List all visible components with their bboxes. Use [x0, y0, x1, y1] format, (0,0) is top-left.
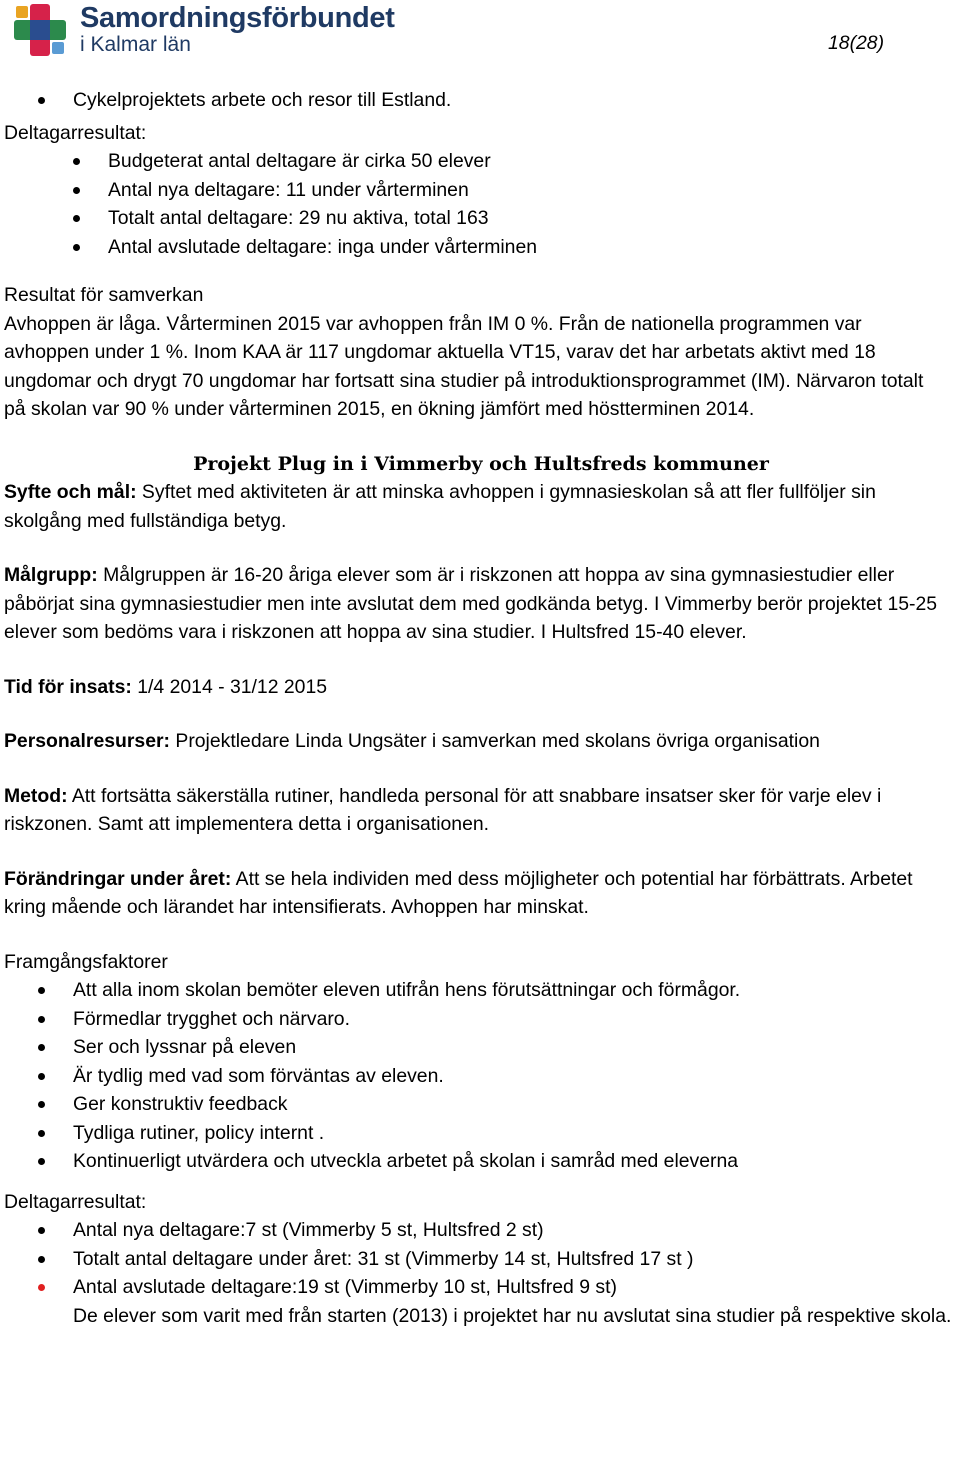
success-factors-list	[4, 976, 958, 1176]
page-number: 18(28)	[828, 32, 885, 54]
label: Förändringar under året:	[4, 867, 232, 890]
text: Att se hela individen med dess möjligheter och potential har förbättrats. Arbetet kring mående och lärandet har intensifierats. Avhoppen har minskat.	[4, 867, 913, 918]
list-item: Totalt antal deltagare under året: 31 st (Vimmerby 14 st, Hultsfred 17 st )	[4, 1245, 958, 1274]
paragraph	[4, 673, 958, 702]
top-bullet-list	[4, 86, 958, 115]
list-item: Är tydlig med vad som förväntas av eleven.	[4, 1062, 958, 1091]
text: 1/4 2014 - 31/12 2015	[131, 675, 328, 698]
list-item: Antal nya deltagare:7 st (Vimmerby 5 st, Hultsfred 2 st)	[4, 1216, 958, 1245]
text: Projektledare Linda Ungsäter i samverkan med skolans övriga organisation	[170, 730, 820, 752]
paragraph	[4, 478, 958, 535]
list-item: Ger konstruktiv feedback	[4, 1090, 958, 1119]
logo-subtitle: i Kalmar län	[80, 33, 191, 56]
label: Syfte och mål:	[4, 481, 137, 503]
list-item: Ser och lyssnar på eleven	[4, 1033, 958, 1062]
text: Antal avslutade deltagare:19 st (Vimmerby 10 st, Hultsfred 9 st)	[73, 1276, 617, 1298]
results-note: De elever som varit med från starten (2013) i projektet har nu avslutat sina studier på respektive skola.	[73, 1304, 952, 1327]
list-item: Kontinuerligt utvärdera och utveckla arbetet på skolan i samråd med eleverna	[4, 1147, 958, 1176]
list-item: Totalt antal deltagare: 29 nu aktiva, total 163	[4, 204, 958, 233]
text: Att fortsätta säkerställa rutiner, handleda personal för att snabbare insatser sker för varje elev i riskzonen. Samt att implementera detta i organisationen.	[4, 784, 882, 835]
project-title: Projekt Plug in i Vimmerby och Hultsfreds kommuner	[193, 452, 769, 475]
section-heading: Deltagarresultat:	[4, 1190, 147, 1213]
project-results-list	[4, 1216, 958, 1330]
paragraph	[4, 782, 958, 839]
list-item: Antal avslutade deltagare: inga under vårterminen	[4, 233, 958, 262]
section-heading: Deltagarresultat:	[4, 121, 147, 144]
paragraph: Avhoppen är låga. Vårterminen 2015 var avhoppen från IM 0 %. Från de nationella programmen var avhoppen under 1 %. Inom KAA är 117 ungdomar aktuella VT15, varav det har arbetats aktivt med 18 ungdomar och drygt 70 ungdomar har fortsatt sina studier på introduktionsprogrammet (IM). Närvaron totalt på skolan var 90 % under vårterminen 2015, en ökning jämfört med höstterminen 2014.	[4, 312, 924, 420]
list-item: Antal nya deltagare: 11 under vårterminen	[4, 176, 958, 205]
section-heading: Resultat för samverkan	[4, 284, 204, 306]
list-item: Cykelprojektets arbete och resor till Estland.	[4, 86, 958, 115]
paragraph	[4, 561, 958, 647]
participant-results-list	[4, 147, 958, 261]
label: Metod:	[4, 784, 68, 807]
list-item: Budgeterat antal deltagare är cirka 50 elever	[4, 147, 958, 176]
document-body	[4, 86, 958, 1330]
list-item: Att alla inom skolan bemöter eleven utifrån hens förutsättningar och förmågor.	[4, 976, 958, 1005]
list-item	[4, 1273, 958, 1330]
text: Syftet med aktiviteten är att minska avhoppen i gymnasieskolan så att fler fullföljer sin skolgång med fullständiga betyg.	[4, 481, 876, 532]
label: Målgrupp:	[4, 564, 98, 586]
logo-cross-icon	[14, 4, 66, 56]
label: Tid för insats:	[4, 675, 132, 698]
section-heading: Framgångsfaktorer	[4, 950, 168, 973]
list-item: Tydliga rutiner, policy internt .	[4, 1119, 958, 1148]
list-item: Förmedlar trygghet och närvaro.	[4, 1005, 958, 1034]
logo-title: Samordningsförbundet	[80, 2, 395, 34]
text: Målgruppen är 16-20 åriga elever som är i riskzonen att hoppa av sina gymnasiestudier eller påbörjat sina gymnasiestudier men inte avslutat dem med godkända betyg. I Vimmerby berör projektet 15-25 elever som bedöms vara i riskzonen att hoppa av sina studier. I Hultsfred 15-40 elever.	[4, 564, 938, 643]
paragraph	[4, 865, 958, 922]
paragraph	[4, 727, 958, 756]
organization-logo	[14, 2, 395, 56]
label: Personalresurser:	[4, 730, 170, 752]
